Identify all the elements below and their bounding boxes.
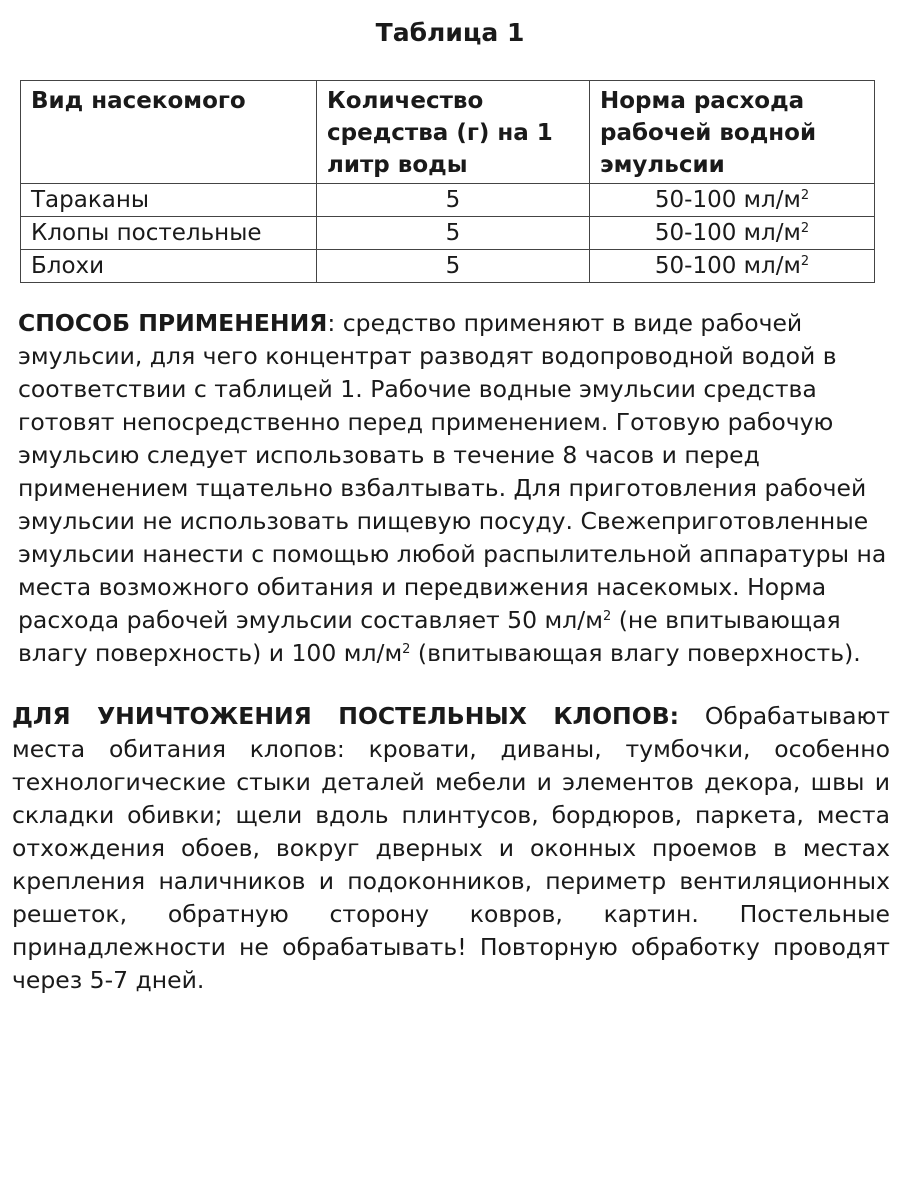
method-text-b: (не впитывающая влагу поверхность) и 100 мл/м — [18, 606, 841, 667]
header-rate: Норма расхода рабочей водной эмульсии — [590, 81, 875, 184]
table-row — [21, 250, 875, 283]
header-amount: Количество средства (г) на 1 литр воды — [317, 81, 590, 184]
method-sup-b: 2 — [402, 642, 411, 657]
method-text-a: : средство применяют в виде рабочей эмульсии, для чего концентрат разводят водопроводной водой в соответствии с таблицей 1. Рабочие водные эмульсии средства готовят непосредственно перед применением. Готовую рабочую эмульсию следует использовать в течение 8 часов и перед применением тщательно взбалтывать. Для приготовления рабочей эмульсии не использовать пищевую посуду. Свежеприготовленные эмульсии нанести с помощью любой распылительной аппаратуры на места возможного обитания и передвижения насекомых. Норма расхода рабочей эмульсии составляет 50 мл/м — [18, 309, 887, 634]
header-insect: Вид насекомого — [21, 81, 317, 184]
bedbugs-text: Обрабатывают места обитания клопов: кровати, диваны, тумбочки, особенно технологические стыки деталей мебели и элементов декора, швы и складки обивки; щели вдоль плинтусов, бордюров, паркета, места отхождения обоев, вокруг дверных и оконных проемов в местах крепления наличников и подоконников, периметр вентиляционных решеток, обратную сторону ковров, картин. Постельные принадлежности не обрабатывать! Повторную обработку проводят через 5-7 дней. — [12, 702, 890, 994]
method-paragraph — [18, 307, 888, 670]
table-header-row — [21, 81, 875, 184]
rate-value: 50-100 мл/м — [654, 187, 801, 213]
rate-unit-sup: 2 — [800, 254, 810, 269]
bedbugs-heading: ДЛЯ УНИЧТОЖЕНИЯ ПОСТЕЛЬНЫХ КЛОПОВ: — [12, 702, 680, 730]
rate-value: 50-100 мл/м — [654, 220, 801, 246]
method-text-c: (впитывающая влагу поверхность). — [410, 639, 861, 667]
dosage-table — [20, 80, 875, 283]
cell-rate — [590, 217, 875, 250]
cell-amount: 5 — [317, 250, 590, 283]
cell-insect: Блохи — [21, 250, 317, 283]
table-row — [21, 184, 875, 217]
bedbugs-paragraph — [12, 700, 890, 997]
cell-rate — [590, 184, 875, 217]
method-sup-a: 2 — [602, 609, 612, 624]
cell-insect: Клопы постельные — [21, 217, 317, 250]
cell-amount: 5 — [317, 217, 590, 250]
rate-unit-sup: 2 — [800, 188, 810, 203]
table-title: Таблица 1 — [375, 18, 525, 47]
cell-insect: Тараканы — [21, 184, 317, 217]
cell-amount: 5 — [317, 184, 590, 217]
cell-rate — [590, 250, 875, 283]
method-heading: СПОСОБ ПРИМЕНЕНИЯ — [18, 309, 328, 337]
table-row — [21, 217, 875, 250]
rate-unit-sup: 2 — [800, 221, 810, 236]
rate-value: 50-100 мл/м — [654, 253, 801, 279]
